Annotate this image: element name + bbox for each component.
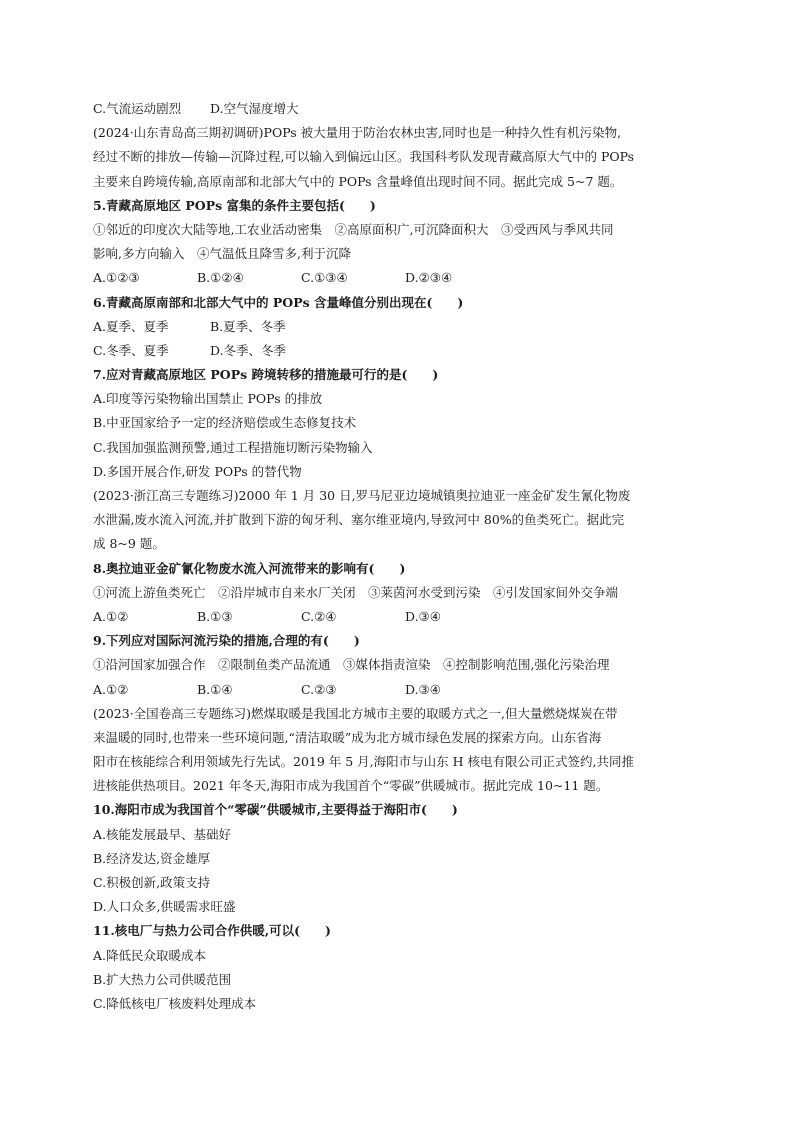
question-stem: 11.核电厂与热力公司合作供暖,可以( ) [93, 923, 331, 939]
answer-options [93, 678, 703, 702]
question-stem: 5.青藏高原地区 POPs 富集的条件主要包括( ) [93, 197, 376, 213]
answer-option: A.夏季、夏季 [93, 318, 169, 334]
question-stem: 9.下列应对国际河流污染的措施,合理的有( ) [93, 633, 360, 649]
question-stem: 8.奥拉迪亚金矿氰化物废水流入河流带来的影响有( ) [93, 560, 406, 576]
exam-page [93, 97, 703, 1016]
text-line: ①沿河国家加强合作 ②限制鱼类产品流通 ③媒体指责渲染 ④控制影响范围,强化污染治理 [93, 657, 610, 673]
text-line: D.多国开展合作,研发 POPs 的替代物 [93, 463, 302, 479]
answer-option: D.③④ [405, 681, 441, 697]
text-line: C.积极创新,政策支持 [93, 875, 211, 890]
answer-option: D.②③④ [405, 270, 453, 286]
text-line: 主要来自跨境传输,高原南部和北部大气中的 POPs 含量峰值出现时间不同。据此完成 5~7 题。 [93, 173, 623, 189]
answer-option: C.①③④ [301, 270, 348, 286]
text-line: B.扩大热力公司供暖范围 [93, 971, 232, 987]
answer-option: C.②③ [301, 681, 337, 697]
answer-option: B.①③ [197, 608, 233, 624]
answer-option: D.③④ [405, 608, 441, 624]
text-line: 来温暖的同时,也带来一些环境问题,“清洁取暖”成为北方城市绿色发展的探索方向。山东省海 [93, 729, 602, 745]
answer-options [93, 605, 703, 629]
answer-option: B.①④ [197, 681, 233, 697]
answer-options [93, 97, 703, 121]
answer-option: D.空气湿度增大 [210, 101, 299, 116]
text-line: 水泄漏,废水流入河流,并扩散到下游的匈牙利、塞尔维亚境内,导致河中 80%的鱼类死亡。据此完 [93, 512, 625, 528]
text-line: A.降低民众取暖成本 [93, 947, 207, 963]
text-line: ①邻近的印度次大陆等地,工农业活动密集 ②高原面积广,可沉降面积大 ③受西风与季风共同 [93, 221, 614, 237]
answer-option: B.①②④ [197, 270, 244, 286]
answer-option: A.①② [93, 608, 129, 624]
text-line: 进核能供热项目。2021 年冬天,海阳市成为我国首个“零碳”供暖城市。据此完成 10~11 题。 [93, 778, 609, 794]
text-line: C.降低核电厂核废料处理成本 [93, 995, 257, 1011]
text-line: 经过不断的排放—传输—沉降过程,可以输入到偏远山区。我国科考队发现青藏高原大气中的 POPs [93, 149, 635, 165]
answer-options [93, 339, 703, 363]
text-line: A.核能发展最早、基础好 [93, 826, 232, 842]
text-line: A.印度等污染物输出国禁止 POPs 的排放 [93, 391, 323, 407]
answer-option: C.冬季、夏季 [93, 342, 169, 358]
text-line: (2023·浙江高三专题练习)2000 年 1 月 30 日,罗马尼亚边境城镇奥拉迪亚一座金矿发生氰化物废 [93, 488, 631, 503]
text-line: B.经济发达,资金雄厚 [93, 850, 211, 866]
answer-option: A.①② [93, 681, 129, 697]
text-line: 影响,多方向输入 ④气温低且降雪多,利于沉降 [93, 246, 351, 262]
question-stem: 10.海阳市成为我国首个“零碳”供暖城市,主要得益于海阳市( ) [93, 802, 458, 818]
answer-option: D.冬季、冬季 [210, 342, 287, 358]
answer-option: C.气流运动剧烈 [93, 101, 182, 116]
answer-option: C.②④ [301, 608, 337, 624]
answer-option: A.①②③ [93, 270, 140, 286]
text-line: 成 8~9 题。 [93, 536, 165, 552]
question-stem: 7.应对青藏高原地区 POPs 跨境转移的措施最可行的是( ) [93, 367, 439, 383]
answer-options [93, 266, 703, 290]
text-line: D.人口众多,供暖需求旺盛 [93, 899, 236, 915]
text-line: (2023·全国卷高三专题练习)燃煤取暖是我国北方城市主要的取暖方式之一,但大量燃烧煤炭在带 [93, 705, 618, 721]
answer-options [93, 315, 703, 339]
question-stem: 6.青藏高原南部和北部大气中的 POPs 含量峰值分别出现在( ) [93, 294, 464, 310]
text-line: (2024·山东青岛高三期初调研)POPs 被大量用于防治农林虫害,同时也是一种持久性有机污染物, [93, 125, 622, 141]
text-line: 阳市在核能综合利用领域先行先试。2019 年 5 月,海阳市与山东 H 核电有限公司正式签约,共同推 [93, 754, 634, 770]
text-line: ①河流上游鱼类死亡 ②沿岸城市自来水厂关闭 ③莱茵河水受到污染 ④引发国家间外交争端 [93, 584, 619, 600]
answer-option: B.夏季、冬季 [210, 318, 286, 334]
text-line: B.中亚国家给予一定的经济赔偿或生态修复技术 [93, 415, 357, 431]
text-line: C.我国加强监测预警,通过工程措施切断污染物输入 [93, 439, 373, 455]
